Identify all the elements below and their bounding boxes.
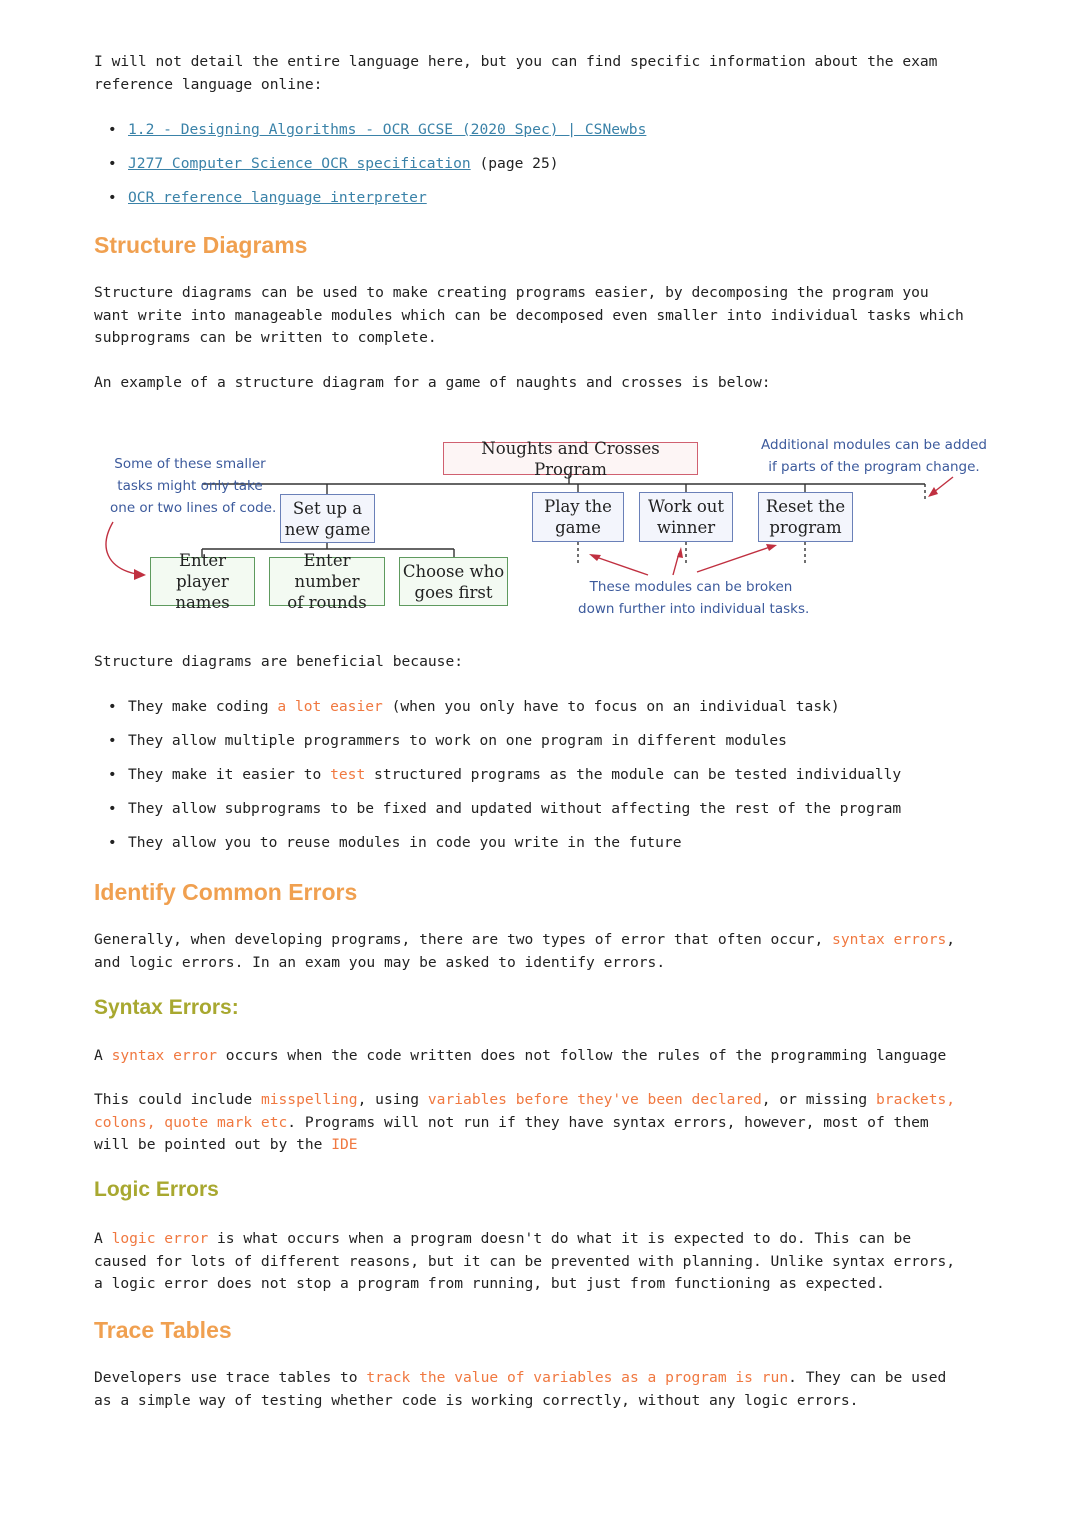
module-setup-box: Set up a new game (280, 494, 375, 543)
module-play-box: Play the game (532, 492, 624, 542)
note-additional-modules: Additional modules can be added if parts of the program change. (761, 437, 987, 475)
link-reference-interpreter[interactable]: OCR reference language interpreter (128, 189, 427, 206)
errors-intro: Generally, when developing programs, there are two types of error that often occur, syntax errors, and logic errors. In an exam you may be asked to identify errors. (94, 931, 956, 971)
task-names-box: Enter player names (150, 557, 255, 606)
benefits-list (94, 696, 901, 866)
heading-common-errors: Identify Common Errors (94, 879, 358, 905)
list-item: • They make it easier to test structured programs as the module can be tested individually (94, 764, 901, 798)
link-ocr-specification[interactable]: J277 Computer Science OCR specification (128, 155, 471, 172)
intro-line-1: I will not detail the entire language here, but you can find specific information about the exam (94, 53, 938, 70)
heading-structure-diagrams: Structure Diagrams (94, 232, 308, 258)
trace-paragraph: Developers use trace tables to track the value of variables as a program is run. They can be used as a simple way of testing whether code is working correctly, without any logic errors. (94, 1369, 947, 1409)
structure-paragraph: Structure diagrams can be used to make creating programs easier, by decomposing the program you want write into manageable modules which can be decomposed even smaller into individual tasks which subprograms can be written to complete. (94, 284, 964, 347)
link-suffix: (page 25) (470, 155, 559, 172)
heading-logic-errors: Logic Errors (94, 1178, 219, 1201)
list-item: • They allow you to reuse modules in code you write in the future (94, 832, 901, 866)
intro-line-2: reference language online: (94, 75, 323, 93)
list-item (94, 153, 646, 187)
structure-example-intro: An example of a structure diagram for a game of naughts and crosses is below: (94, 374, 771, 391)
task-first-box: Choose who goes first (399, 557, 508, 606)
module-winner-box: Work out winner (639, 492, 733, 542)
resource-links-list (94, 119, 646, 221)
diagram-root-box: Noughts and Crosses Program (443, 442, 698, 475)
syntax-examples: This could include misspelling, using variables before they've been declared, or missing brackets, colons, quote mark etc. Programs will not run if they have syntax errors, however, most of them will be pointed out by the IDE (94, 1091, 956, 1154)
list-item: • They allow multiple programmers to work on one program in different modules (94, 730, 901, 764)
list-item (94, 119, 646, 153)
heading-syntax-errors: Syntax Errors: (94, 996, 239, 1019)
beneficial-intro: Structure diagrams are beneficial because: (94, 653, 464, 670)
syntax-definition: A syntax error occurs when the code written does not follow the rules of the programming language (94, 1047, 947, 1064)
heading-trace-tables: Trace Tables (94, 1317, 232, 1343)
list-item: • They make coding a lot easier (when you only have to focus on an individual task) (94, 696, 901, 730)
task-rounds-box: Enter number of rounds (269, 557, 385, 606)
list-item (94, 187, 646, 221)
intro-paragraph (94, 51, 994, 96)
list-item: • They allow subprograms to be fixed and updated without affecting the rest of the program (94, 798, 901, 832)
note-break-down-modules: These modules can be broken down further into individual tasks. (578, 579, 810, 617)
logic-paragraph: A logic error is what occurs when a program doesn't do what it is expected to do. This can be caused for lots of different reasons, but it can be prevented with planning. Unlike syntax errors, a logic error does not stop a program from running, but just from functioning as expected. (94, 1230, 956, 1293)
link-csnewbs[interactable]: 1.2 - Designing Algorithms - OCR GCSE (2020 Spec) | CSNewbs (128, 121, 647, 138)
note-small-tasks: Some of these smaller tasks might only take one or two lines of code. (110, 456, 277, 516)
module-reset-box: Reset the program (758, 492, 853, 542)
